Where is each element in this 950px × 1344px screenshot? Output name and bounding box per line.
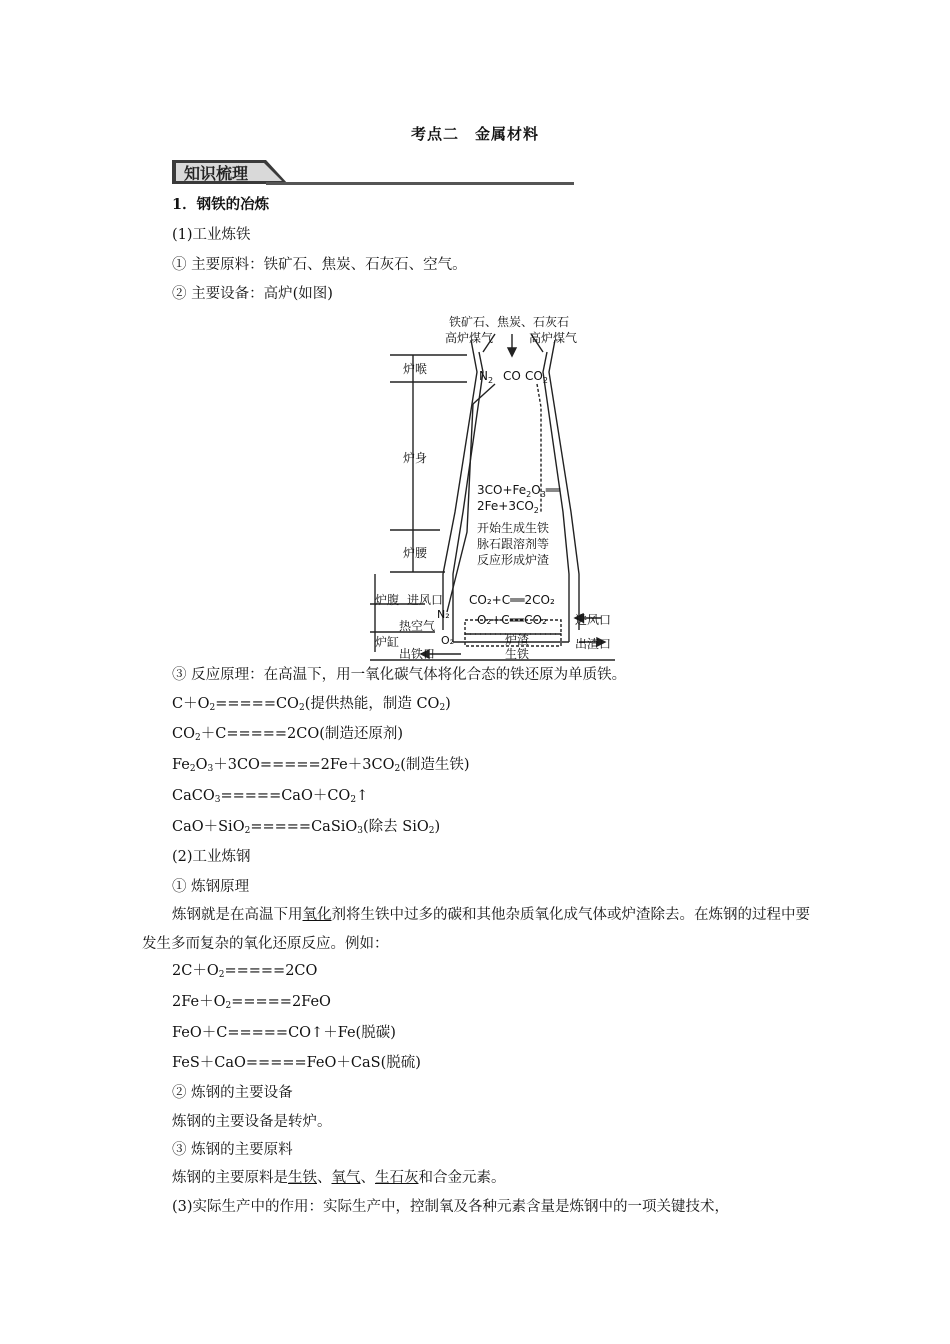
diagram-gas-left: 高炉煤气	[445, 331, 494, 345]
note-gangue: 脉石跟溶剂等	[477, 537, 550, 551]
zone-belly: 炉腹	[375, 593, 400, 607]
reaction-o2-c: O₂+C══CO₂	[477, 613, 547, 627]
equation-2: $CO_2+C=====2CO$(制造还原剂)	[172, 726, 404, 743]
note-pig-iron: 开始生成生铁	[477, 521, 550, 535]
reaction-reduction-product: $2Fe+3CO_2$	[477, 499, 539, 515]
steelmaking-paragraph: 炼钢就是在高温下用氧化剂将生铁中过多的碳和其他杂质氧化成气体或炉渣除去。在炼钢的过程中要发生多而复杂的氧化还原反应。例如：	[142, 907, 810, 952]
zone-hearth: 炉缸	[375, 635, 400, 649]
iron-tap-label: 出铁口	[399, 647, 436, 661]
raw-materials-heading: ③ 炼钢的主要原料	[172, 1142, 293, 1158]
steelmaking-principle-heading: ① 炼钢原理	[172, 879, 250, 895]
equation-1: $C+O_2=====CO_2$(提供热能，制造 $CO_2$)	[172, 696, 451, 713]
blast-furnace-diagram	[365, 312, 625, 664]
steel-equation-1: $2C+O_2=====2CO$	[172, 963, 318, 980]
raw-materials-text: 炼钢的主要原料是生铁、氧气、生石灰和合金元素。	[172, 1170, 506, 1186]
equipment-text: 炼钢的主要设备是转炉。	[172, 1114, 332, 1130]
diagram-top-inputs: 铁矿石、焦炭、石灰石	[449, 315, 570, 329]
heading-smelting: 1．钢铁的冶炼	[172, 196, 270, 213]
reaction-reduction: $3CO+Fe_2O_3══$	[477, 483, 561, 499]
heading-ironmaking: (1)工业炼铁	[172, 227, 251, 243]
equation-3: $Fe_2O_3+3CO=====2Fe+3CO_2$(制造生铁)	[172, 757, 470, 774]
zone-throat: 炉喉	[403, 362, 428, 376]
note-slag-forming: 反应形成炉渣	[477, 553, 550, 567]
equipment-heading: ② 炼钢的主要设备	[172, 1085, 293, 1101]
diagram-gas-co: CO	[503, 369, 521, 383]
diagram-gas-n2: $N_2$	[479, 369, 494, 385]
slag-tap-label: 出渣口	[575, 637, 612, 651]
equipment-line: ② 主要设备：高炉(如图)	[172, 286, 333, 302]
tuyere-left-label: 进风口	[407, 593, 444, 607]
equation-4: $CaCO_3=====CaO+CO_2↑$	[172, 788, 369, 805]
hot-air-label: 热空气	[399, 619, 436, 633]
page-title: 考点二 金属材料	[410, 125, 539, 143]
diagram-gas-right: 高炉煤气	[529, 331, 578, 345]
banner-label: 知识梳理	[184, 164, 249, 183]
practical-role-line: (3)实际生产中的作用：实际生产中，控制氧及各种元素含量是炼钢中的一项关键技术，	[172, 1199, 730, 1215]
equation-5: CaO＋SiO$_2$=====CaSiO$_3$(除去 SiO$_2$)	[172, 819, 441, 836]
heading-steelmaking: (2)工业炼钢	[172, 849, 251, 865]
steel-equation-3: FeO＋C=====CO↑＋Fe(脱碳)	[172, 1025, 396, 1041]
tuyere-right-label: 进风口	[575, 613, 612, 627]
slag-label: 炉渣	[505, 633, 530, 647]
steel-equation-4: FeS＋CaO=====FeO＋CaS(脱硫)	[172, 1055, 421, 1071]
zone-bosh: 炉腰	[403, 546, 428, 560]
n2-label: N₂	[437, 608, 450, 621]
o2-label: O₂	[441, 634, 455, 647]
reaction-co2-c: CO₂+C══2CO₂	[469, 593, 555, 607]
section-banner	[170, 156, 574, 190]
diagram-gas-co2: $CO_2$	[525, 369, 548, 385]
steel-equation-2: $2Fe+O_2=====2FeO$	[172, 994, 331, 1011]
zone-stack: 炉身	[403, 451, 428, 465]
reaction-principle-line: ③ 反应原理：在高温下，用一氧化碳气体将化合态的铁还原为单质铁。	[172, 667, 627, 683]
pig-iron-label: 生铁	[505, 647, 530, 661]
raw-materials-line: ① 主要原料：铁矿石、焦炭、石灰石、空气。	[172, 257, 467, 273]
